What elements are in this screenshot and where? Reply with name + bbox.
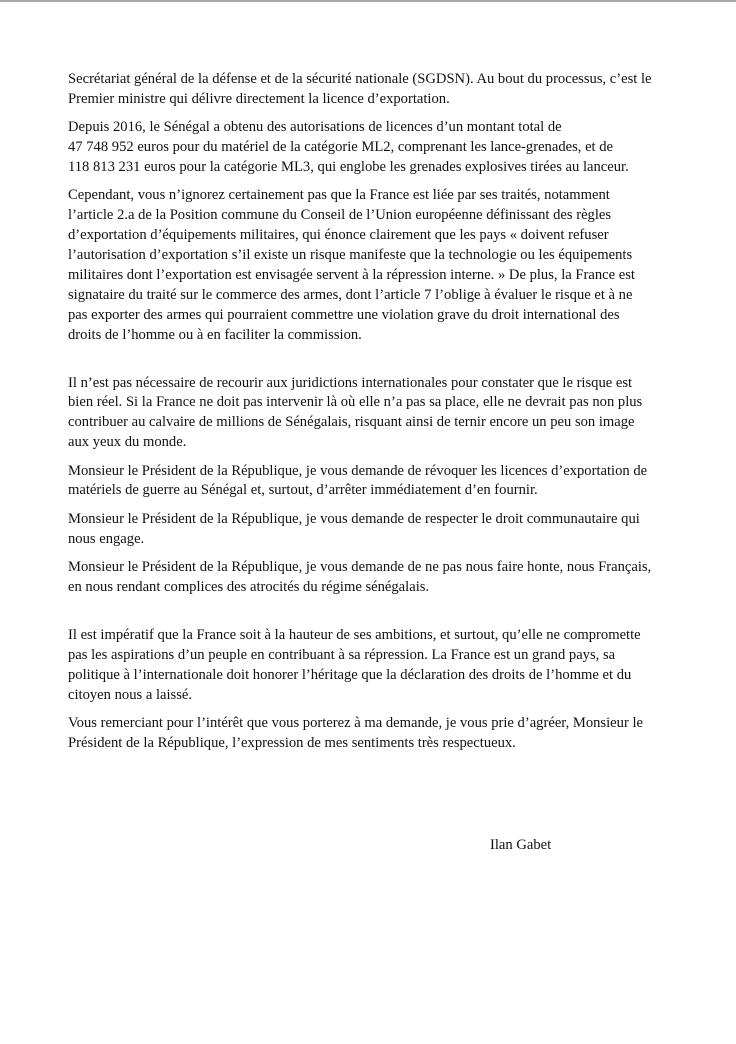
text-line: aux yeux du monde.	[68, 434, 187, 451]
text-line: pas les aspirations d’un peuple en contribuant à sa répression. La France est un grand pays, sa	[68, 646, 616, 663]
text-line: 118 813 231 euros pour la catégorie ML3, qui englobe les grenades explosives tirées au lanceur.	[68, 159, 629, 176]
text-line: Secrétariat général de la défense et de la sécurité nationale (SGDSN). Au bout du processus, c’est le	[68, 71, 652, 87]
paragraph-licence-amounts	[68, 118, 674, 178]
paragraph-treaty-obligations	[68, 186, 674, 345]
paragraph-real-risk	[68, 374, 674, 454]
page-top-border	[0, 0, 736, 2]
text-line: politique à l’internationale doit honorer l’héritage que la déclaration des droits de l’homme et du	[68, 666, 632, 683]
text-line: Il n’est pas nécessaire de recourir aux juridictions internationales pour constater que le risque est	[68, 374, 633, 391]
text-line: en nous rendant complices des atrocités du régime sénégalais.	[68, 578, 430, 595]
text-line: 47 748 952 euros pour du matériel de la catégorie ML2, comprenant les lance-grenades, et de	[68, 139, 614, 156]
text-line: l’article 2.a de la Position commune du Conseil de l’Union européenne définissant des règles	[68, 207, 612, 224]
text-line: l’autorisation d’exportation s’il existe un risque manifeste que la technologie ou les équipements	[68, 247, 633, 264]
letter-body	[68, 70, 674, 754]
paragraph-sgdsn-process	[68, 70, 674, 110]
text-line: Premier ministre qui délivre directement la licence d’exportation.	[68, 90, 450, 107]
text-line: signataire du traité sur le commerce des armes, dont l’article 7 l’oblige à évaluer le risque et à ne	[68, 286, 633, 303]
paragraph-closing	[68, 714, 674, 754]
text-line: Monsieur le Président de la République, je vous demande de respecter le droit communautaire qui	[68, 510, 640, 527]
text-line: contribuer au calvaire de millions de Sénégalais, risquant ainsi de ternir encore un peu son image	[68, 414, 635, 431]
text-line: citoyen nous a laissé.	[68, 686, 193, 703]
text-line: pas exporter des armes qui pourraient commettre une violation grave du droit international des	[68, 306, 620, 323]
text-line: Monsieur le Président de la République, je vous demande de révoquer les licences d’exportation de	[68, 462, 648, 479]
signature-name: Ilan Gabet	[490, 837, 552, 853]
text-line: Depuis 2016, le Sénégal a obtenu des autorisations de licences d’un montant total de	[68, 119, 562, 136]
text-line: Monsieur le Président de la République, je vous demande de ne pas nous faire honte, nous Français,	[68, 558, 652, 575]
paragraph-ambitions	[68, 626, 674, 706]
text-line: d’exportation d’équipements militaires, qui énonce clairement que les pays « doivent refuser	[68, 227, 609, 244]
paragraph-request-no-shame	[68, 558, 674, 598]
text-line: droits de l’homme ou à en faciliter la commission.	[68, 326, 362, 343]
paragraph-request-respect-law	[68, 510, 674, 550]
text-line: Président de la République, l’expression de mes sentiments très respectueux.	[68, 734, 516, 751]
text-line: militaires dont l’exportation est envisagée servent à la répression interne. » De plus, la France est	[68, 266, 635, 283]
text-line: Cependant, vous n’ignorez certainement pas que la France est liée par ses traités, notamment	[68, 187, 610, 204]
text-line: Vous remerciant pour l’intérêt que vous porterez à ma demande, je vous prie d’agréer, Monsieur le	[68, 714, 643, 731]
text-line: Il est impératif que la France soit à la hauteur de ses ambitions, et surtout, qu’elle ne compromette	[68, 626, 641, 643]
paragraph-request-revoke	[68, 462, 674, 502]
text-line: nous engage.	[68, 530, 145, 547]
text-line: bien réel. Si la France ne doit pas intervenir là où elle n’a pas sa place, elle ne devrait pas non plus	[68, 394, 643, 411]
text-line: matériels de guerre au Sénégal et, surtout, d’arrêter immédiatement d’en fournir.	[68, 482, 538, 499]
